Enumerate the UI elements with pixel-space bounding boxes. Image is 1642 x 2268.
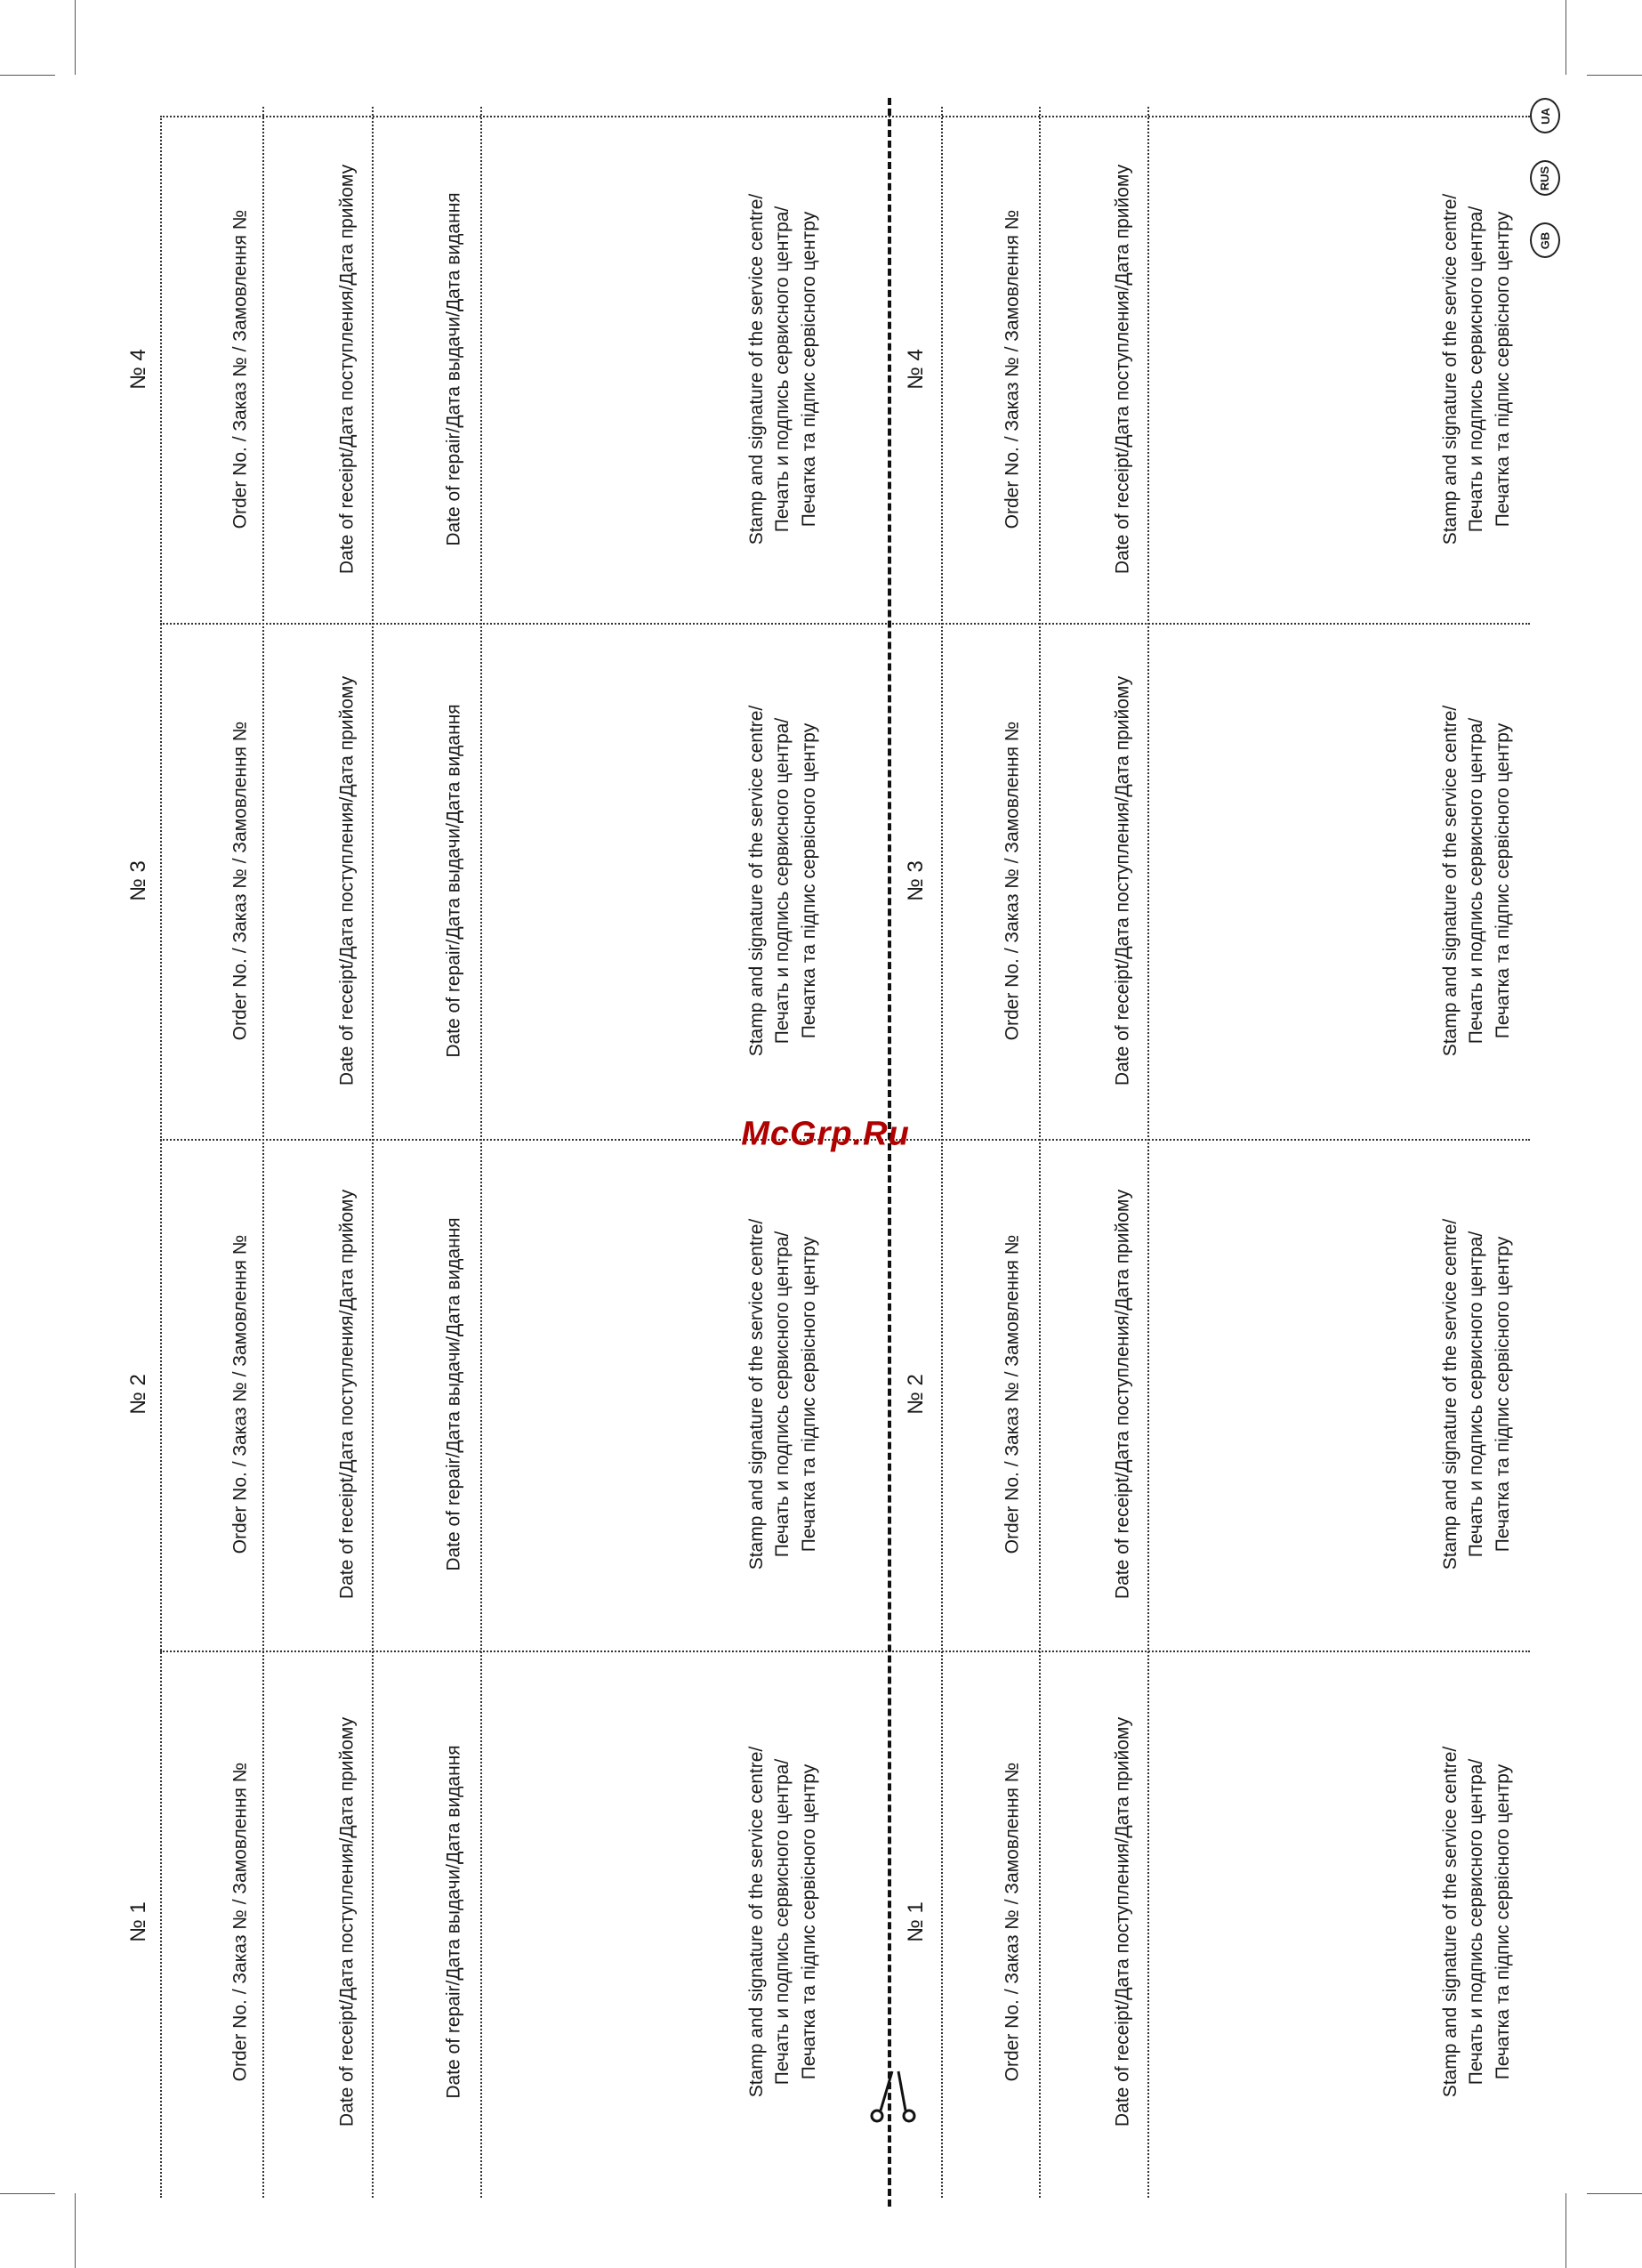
order-number-label: Order No. / Заказ № / Замовлення № xyxy=(229,1234,251,1554)
repair-date-label: Date of repair/Дата выдачи/Дата видання xyxy=(443,192,464,546)
field-divider xyxy=(1147,107,1149,2198)
language-badge-gb: GB xyxy=(1530,222,1560,258)
coupon-border xyxy=(160,1651,1530,1652)
stamp-signature-label: Stamp and signature of the service centre/ Печать и подпись сервисного центра/ Печатка та підпис сервісного центру xyxy=(1439,193,1513,545)
repair-date-label: Date of repair/Дата выдачи/Дата видання xyxy=(443,704,464,1058)
scissors-icon xyxy=(861,2064,923,2127)
stamp-signature-label: Stamp and signature of the service centre/ Печать и подпись сервисного центра/ Печатка та підпис сервісного центру xyxy=(745,193,819,545)
coupon-number: № 3 xyxy=(126,860,151,901)
order-number-label: Order No. / Заказ № / Замовлення № xyxy=(1002,1234,1023,1554)
receipt-date-label: Date of receipt/Дата поступления/Дата прийому xyxy=(336,164,358,575)
coupon-border xyxy=(160,116,1530,117)
crop-mark xyxy=(75,0,76,75)
receipt-date-label: Date of receipt/Дата поступления/Дата прийому xyxy=(336,1189,358,1600)
field-divider xyxy=(480,107,482,2198)
coupon-number: № 2 xyxy=(126,1374,151,1415)
receipt-date-label: Date of receipt/Дата поступления/Дата прийому xyxy=(336,675,358,1086)
order-number-label: Order No. / Заказ № / Замовлення № xyxy=(1002,721,1023,1041)
receipt-date-label: Date of receipt/Дата поступления/Дата прийому xyxy=(336,1716,358,2127)
crop-mark xyxy=(0,75,55,76)
stamp-signature-label: Stamp and signature of the service centre/ Печать и подпись сервисного центра/ Печатка та підпис сервісного центру xyxy=(1439,1746,1513,2098)
watermark: McGrp.Ru xyxy=(741,1115,910,1153)
stamp-signature-label: Stamp and signature of the service centre/ Печать и подпись сервисного центра/ Печатка та підпис сервісного центру xyxy=(745,1746,819,2098)
field-divider xyxy=(160,116,162,2198)
crop-mark xyxy=(1587,75,1642,76)
receipt-date-label: Date of receipt/Дата поступления/Дата прийому xyxy=(1112,675,1133,1086)
language-badge-rus: RUS xyxy=(1530,160,1560,196)
field-divider xyxy=(941,107,943,2198)
field-divider xyxy=(262,107,264,2198)
language-badge-ua: UA xyxy=(1530,98,1560,133)
receipt-date-label: Date of receipt/Дата поступления/Дата прийому xyxy=(1112,164,1133,575)
crop-mark xyxy=(75,2193,76,2268)
order-number-label: Order No. / Заказ № / Замовлення № xyxy=(1002,209,1023,529)
order-number-label: Order No. / Заказ № / Замовлення № xyxy=(229,1762,251,2082)
stamp-signature-label: Stamp and signature of the service centre/ Печать и подпись сервисного центра/ Печатка та підпис сервісного центру xyxy=(1439,705,1513,1057)
coupon-border xyxy=(160,623,1530,625)
coupon-number: № 1 xyxy=(904,1901,929,1942)
coupon-number: № 1 xyxy=(126,1901,151,1942)
crop-mark xyxy=(1587,2193,1642,2194)
repair-date-label: Date of repair/Дата выдачи/Дата видання xyxy=(443,1745,464,2099)
crop-mark xyxy=(0,2193,55,2194)
stamp-signature-label: Stamp and signature of the service centre/ Печать и подпись сервисного центра/ Печатка та підпис сервісного центру xyxy=(745,1218,819,1570)
order-number-label: Order No. / Заказ № / Замовлення № xyxy=(229,721,251,1041)
order-number-label: Order No. / Заказ № / Замовлення № xyxy=(1002,1762,1023,2082)
coupon-number: № 2 xyxy=(904,1374,929,1415)
stamp-signature-label: Stamp and signature of the service centre/ Печать и подпись сервисного центра/ Печатка та підпис сервісного центру xyxy=(1439,1218,1513,1570)
coupon-number: № 4 xyxy=(904,349,929,390)
repair-date-label: Date of repair/Дата выдачи/Дата видання xyxy=(443,1217,464,1571)
coupon-number: № 3 xyxy=(904,860,929,901)
receipt-date-label: Date of receipt/Дата поступления/Дата прийому xyxy=(1112,1716,1133,2127)
coupon-number: № 4 xyxy=(126,349,151,390)
stamp-signature-label: Stamp and signature of the service centre/ Печать и подпись сервисного центра/ Печатка та підпис сервісного центру xyxy=(745,705,819,1057)
field-divider xyxy=(1039,107,1041,2198)
order-number-label: Order No. / Заказ № / Замовлення № xyxy=(229,209,251,529)
field-divider xyxy=(372,107,374,2198)
receipt-date-label: Date of receipt/Дата поступления/Дата прийому xyxy=(1112,1189,1133,1600)
